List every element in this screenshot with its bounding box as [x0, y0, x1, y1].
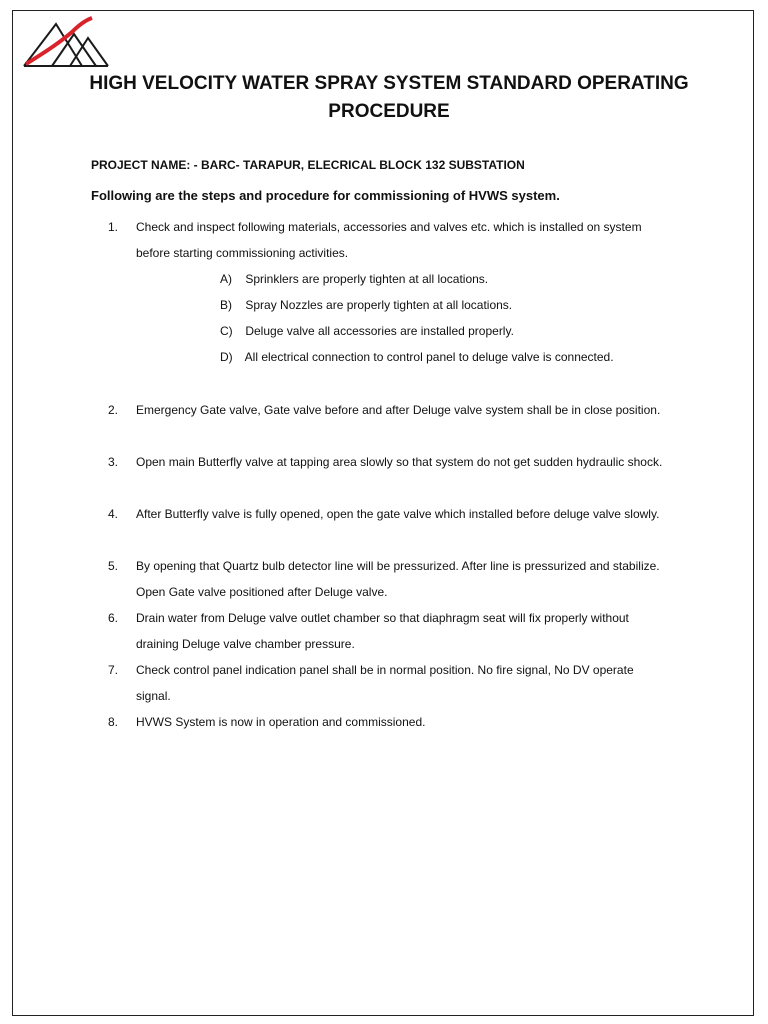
- sub-list-item: [220, 318, 514, 344]
- list-item: [108, 214, 668, 266]
- list-item-number: 6.: [108, 611, 119, 625]
- list-item-number: 5.: [108, 559, 119, 573]
- list-item-text: Emergency Gate valve, Gate valve before and after Deluge valve system shall be in close position.: [136, 403, 661, 417]
- list-item-number: 3.: [108, 455, 119, 469]
- list-item-text: Check and inspect following materials, accessories and valves etc. which is installed on system before starting commissioning activities.: [136, 220, 642, 260]
- sub-list-item-text: All electrical connection to control panel to deluge valve is connected.: [244, 350, 614, 364]
- list-item-text: By opening that Quartz bulb detector line will be pressurized. After line is pressurized and stabilize. Open Gate valve positioned after Deluge valve.: [136, 559, 660, 599]
- list-item-number: 7.: [108, 663, 119, 677]
- list-item-text: After Butterfly valve is fully opened, open the gate valve which installed before deluge valve slowly.: [136, 507, 660, 521]
- list-item: [108, 657, 668, 709]
- list-item: [108, 709, 668, 735]
- sub-list-item-letter: C): [220, 324, 233, 338]
- logo-triangle-3: [70, 38, 108, 66]
- company-logo: [22, 14, 116, 70]
- list-item-text: Drain water from Deluge valve outlet chamber so that diaphragm seat will fix properly without draining Deluge valve chamber pressure.: [136, 611, 629, 651]
- list-item-number: 4.: [108, 507, 119, 521]
- list-item: [108, 397, 668, 423]
- list-item: [108, 449, 668, 475]
- sub-list-item-text: Deluge valve all accessories are installed properly.: [245, 324, 514, 338]
- sub-list-item-letter: D): [220, 350, 233, 364]
- list-item-text: Check control panel indication panel shall be in normal position. No fire signal, No DV operate signal.: [136, 663, 634, 703]
- sub-list-item: [220, 292, 512, 318]
- list-item-number: 2.: [108, 403, 119, 417]
- list-item: [108, 553, 668, 605]
- sub-list-item-letter: B): [220, 298, 232, 312]
- sub-list-item: [220, 344, 614, 370]
- sub-list-item-text: Spray Nozzles are properly tighten at all locations.: [245, 298, 513, 312]
- list-item-number: 8.: [108, 715, 119, 729]
- list-item: [108, 605, 668, 657]
- list-item-number: 1.: [108, 220, 119, 234]
- document-title: HIGH VELOCITY WATER SPRAY SYSTEM STANDARD OPERATING PROCEDURE: [89, 73, 689, 122]
- project-name: PROJECT NAME: - BARC- TARAPUR, ELECRICAL BLOCK 132 SUBSTATION: [91, 158, 525, 172]
- list-item-text: HVWS System is now in operation and commissioned.: [136, 715, 426, 729]
- sub-list-item: [220, 266, 488, 292]
- list-item: [108, 501, 668, 527]
- list-item-text: Open main Butterfly valve at tapping area slowly so that system do not get sudden hydraulic shock.: [136, 455, 663, 469]
- intro-line: Following are the steps and procedure for commissioning of HVWS system.: [91, 188, 560, 203]
- sub-list-item-text: Sprinklers are properly tighten at all locations.: [245, 272, 489, 286]
- sub-list-item-letter: A): [220, 272, 232, 286]
